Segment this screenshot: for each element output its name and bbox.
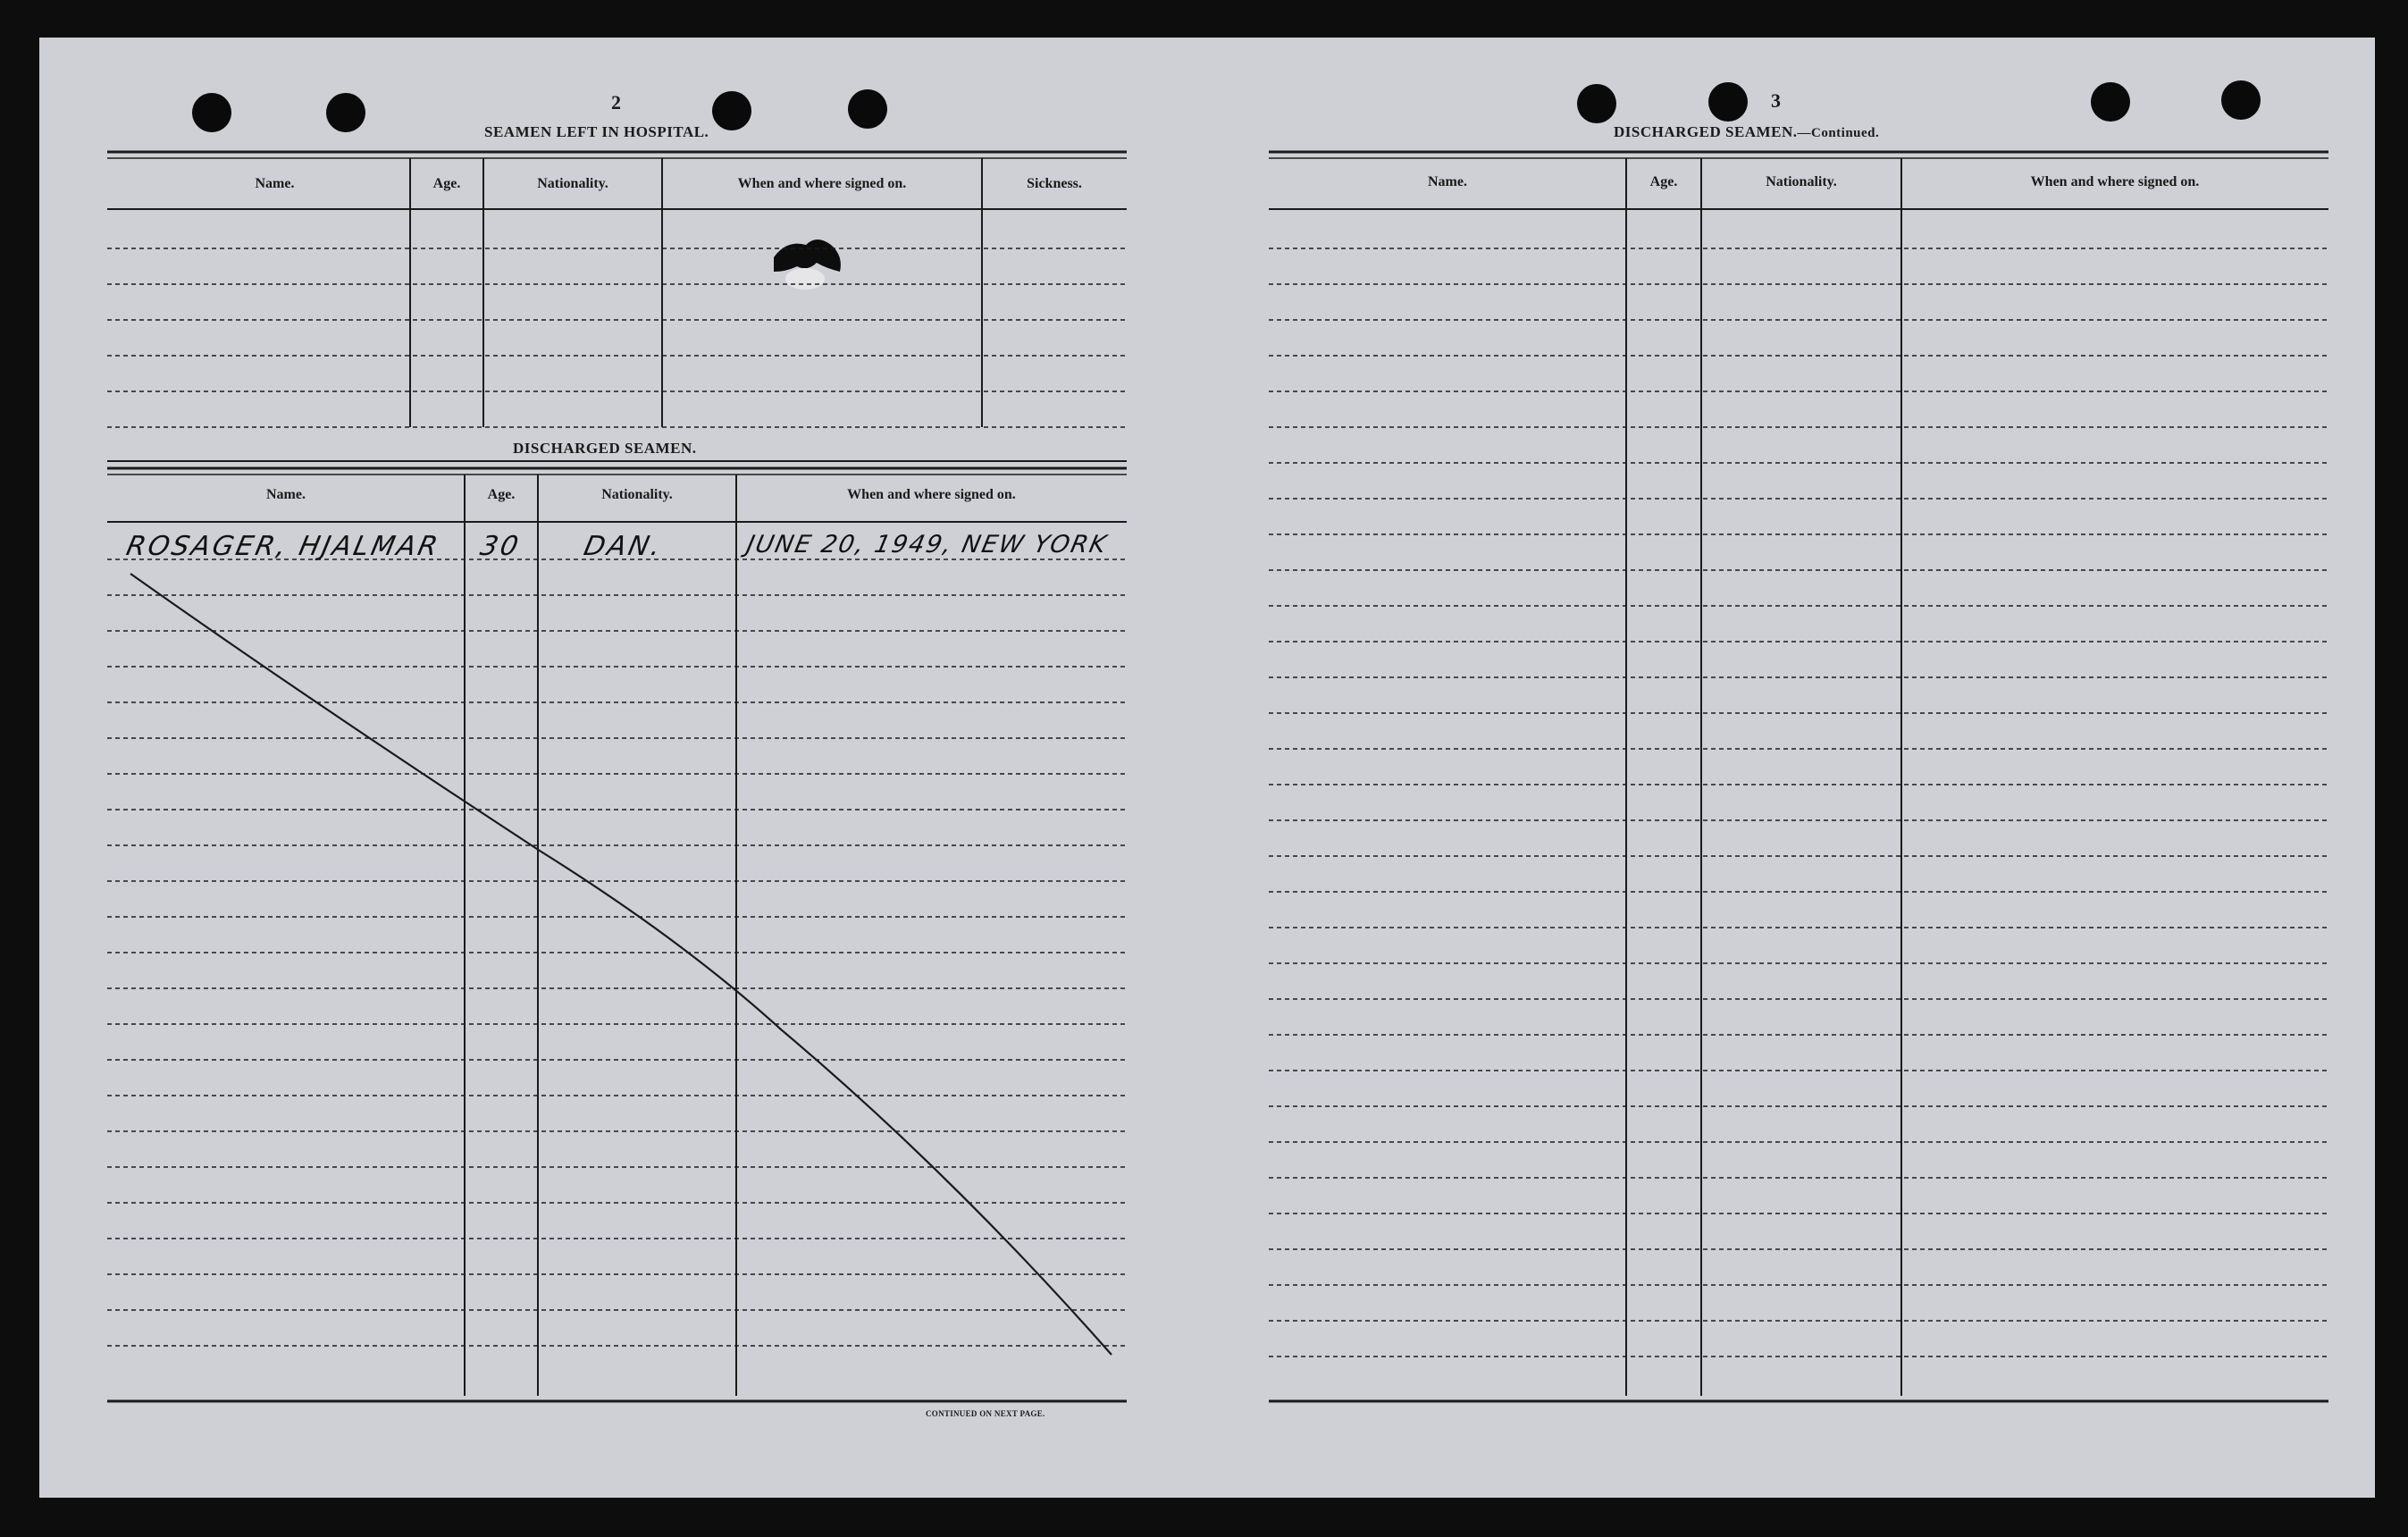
cancel-stroke — [39, 38, 2375, 1498]
hospital-section-title: SEAMEN LEFT IN HOSPITAL. — [484, 123, 709, 140]
hospital-col-sickness: Sickness. — [1027, 176, 1082, 191]
entry-signed-on: JUNE 20, 1949, NEW YORK — [743, 531, 1111, 559]
right-section-continued: —Continued. — [1797, 126, 1880, 140]
hospital-col-signed-on: When and where signed on. — [737, 176, 907, 191]
right-col-nationality: Nationality. — [1766, 174, 1837, 189]
discharged-col-signed-on: When and where signed on. — [847, 487, 1016, 502]
continued-note: CONTINUED ON NEXT PAGE. — [926, 1409, 1045, 1418]
entry-nationality: DAN. — [581, 531, 667, 562]
right-col-signed-on: When and where signed on. — [2030, 174, 2200, 189]
discharged-col-name: Name. — [266, 487, 306, 502]
page-number-right: 3 — [1771, 89, 1781, 112]
page-number-left: 2 — [611, 91, 621, 113]
entry-age: 30 — [477, 531, 524, 562]
discharged-section-title: DISCHARGED SEAMEN. — [513, 440, 697, 457]
right-col-name: Name. — [1428, 174, 1467, 189]
discharged-col-nationality: Nationality. — [601, 487, 673, 502]
right-section-title-text: DISCHARGED SEAMEN. — [1614, 123, 1798, 140]
document-scan — [39, 38, 2375, 1498]
discharged-col-age: Age. — [487, 487, 516, 502]
right-col-age: Age. — [1649, 174, 1678, 189]
hospital-col-age: Age. — [432, 176, 461, 191]
entry-name: ROSAGER, HJALMAR — [123, 531, 443, 562]
hospital-col-nationality: Nationality. — [537, 176, 608, 191]
hospital-col-name: Name. — [255, 176, 295, 191]
